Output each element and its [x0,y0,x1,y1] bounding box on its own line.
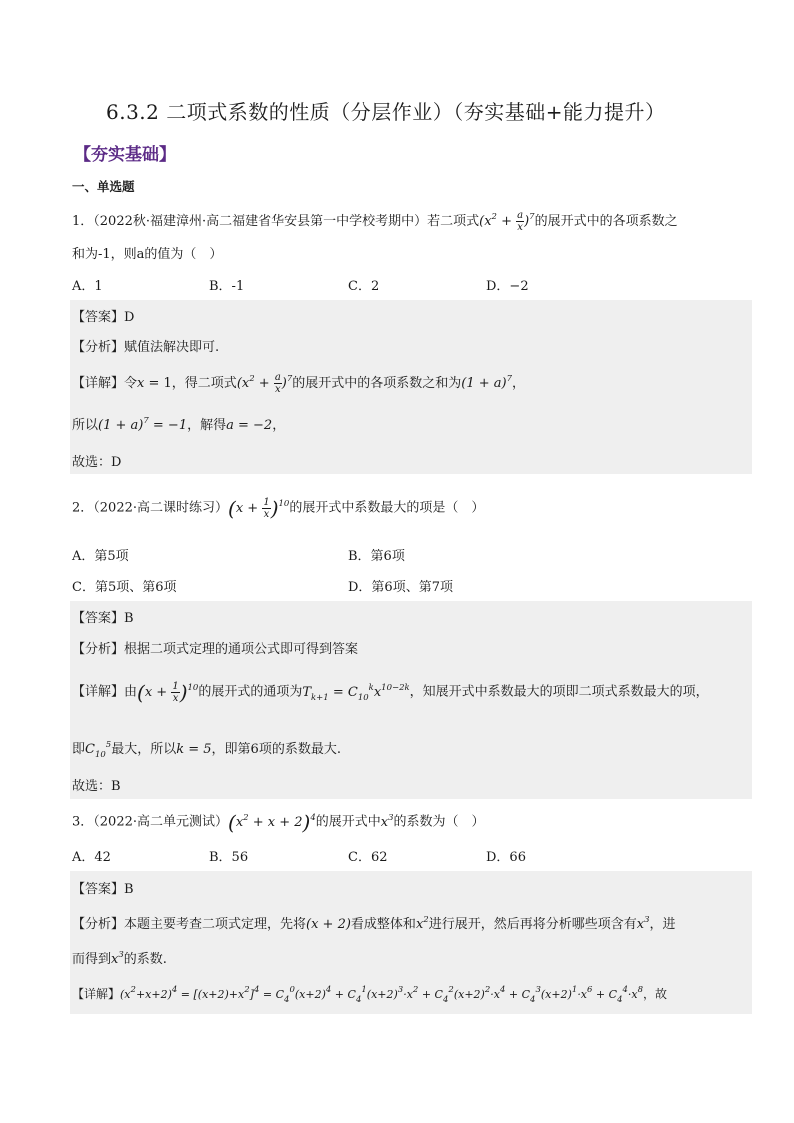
q2-option-b: B．第6项 [348,549,405,564]
q1-analysis: 【分析】赋值法解决即可. [72,340,220,355]
q3-answer: 【答案】B [72,882,134,897]
question-1-line-2: 和为-1，则a的值为（ ） [72,247,223,262]
q3-option-d: D．66 [486,850,526,865]
q3-option-b: B．56 [209,850,249,865]
q1-detail: 【详解】令x = 1，得二项式($x^2$ + $\frac{a}{x}$ )$^7$的展开式中的各项系数之和为$(1 + a)^7$， [72,372,526,395]
q1-option-d: D．−2 [486,279,529,294]
q2-choose: 故选：B [72,779,121,794]
q1-option-a: A．1 [72,279,103,294]
question-3-line-1: 3．（2022·高二单元测试）$(x^2 + x + 2)^4$的展开式中$x^3$的系数为（ ） [72,810,485,834]
question-1-line-1: 1．（2022秋·福建漳州·高二福建省华安县第一中学校考期中）若二项式($x^2$ + $\frac{a}{x}$ )$^7$的展开式中的各项系数之 [72,210,678,233]
q1-option-b: B．-1 [209,279,245,294]
q3-analysis: 【分析】本题主要考查二项式定理，先将(x + 2)看成整体和$x^2$进行展开，然后再将分析哪些项含有$x^3$，进 [72,915,676,932]
question-2-line-1: 2．（2022·高二课时练习）(x + $\frac{1}{x}$ )$^{10}$的展开式中系数最大的项是（ ） [72,496,485,520]
q2-detail-line-2: 即$C_{10}^5$最大，所以k = 5，即第6项的系数最大. [72,740,341,760]
q2-option-d: D．第6项、第7项 [348,580,453,595]
q2-detail: 【详解】由(x + $\frac{1}{x}$ )$^{10}$的展开式的通项为$T_{k+1} = C_{10}^kx^{10-2k}$，知展开式中系数最大的项即二项式系数最大的项， [72,680,709,704]
q2-analysis: 【分析】根据二项式定理的通项公式即可得到答案 [72,642,359,657]
q1-detail-line-2: 所以$(1 + a)^7 = -1$，解得a = −2， [72,416,286,433]
q3-detail: 【详解】$(x^2+x+2)^4 = [(x+2)+x^2]^4 = C_4^0(x+2)^4 + C_4^1(x+2)^3\cdot x^2 + C_4^2(x+2)^2\cdot x^4 + C_4^3(x+2)^1\cdot x^6 + C_4^4\cdot x^8$，故 [72,985,668,1005]
q3-option-c: C．62 [348,850,388,865]
q1-answer: 【答案】D [72,310,135,325]
q1-option-c: C．2 [348,279,380,294]
q2-option-c: C．第5项、第6项 [72,580,177,595]
subsection-heading: 一、单选题 [72,179,135,194]
page-title: 6.3.2 二项式系数的性质（分层作业）（夯实基础+能力提升） [106,100,666,124]
q2-option-a: A．第5项 [72,549,129,564]
q3-option-a: A．42 [72,850,111,865]
q1-choose: 故选：D [72,455,122,470]
q2-answer: 【答案】B [72,611,134,626]
q3-analysis-line-2: 而得到$x^3$的系数. [72,950,167,967]
section-heading: 【夯实基础】 [74,145,176,165]
